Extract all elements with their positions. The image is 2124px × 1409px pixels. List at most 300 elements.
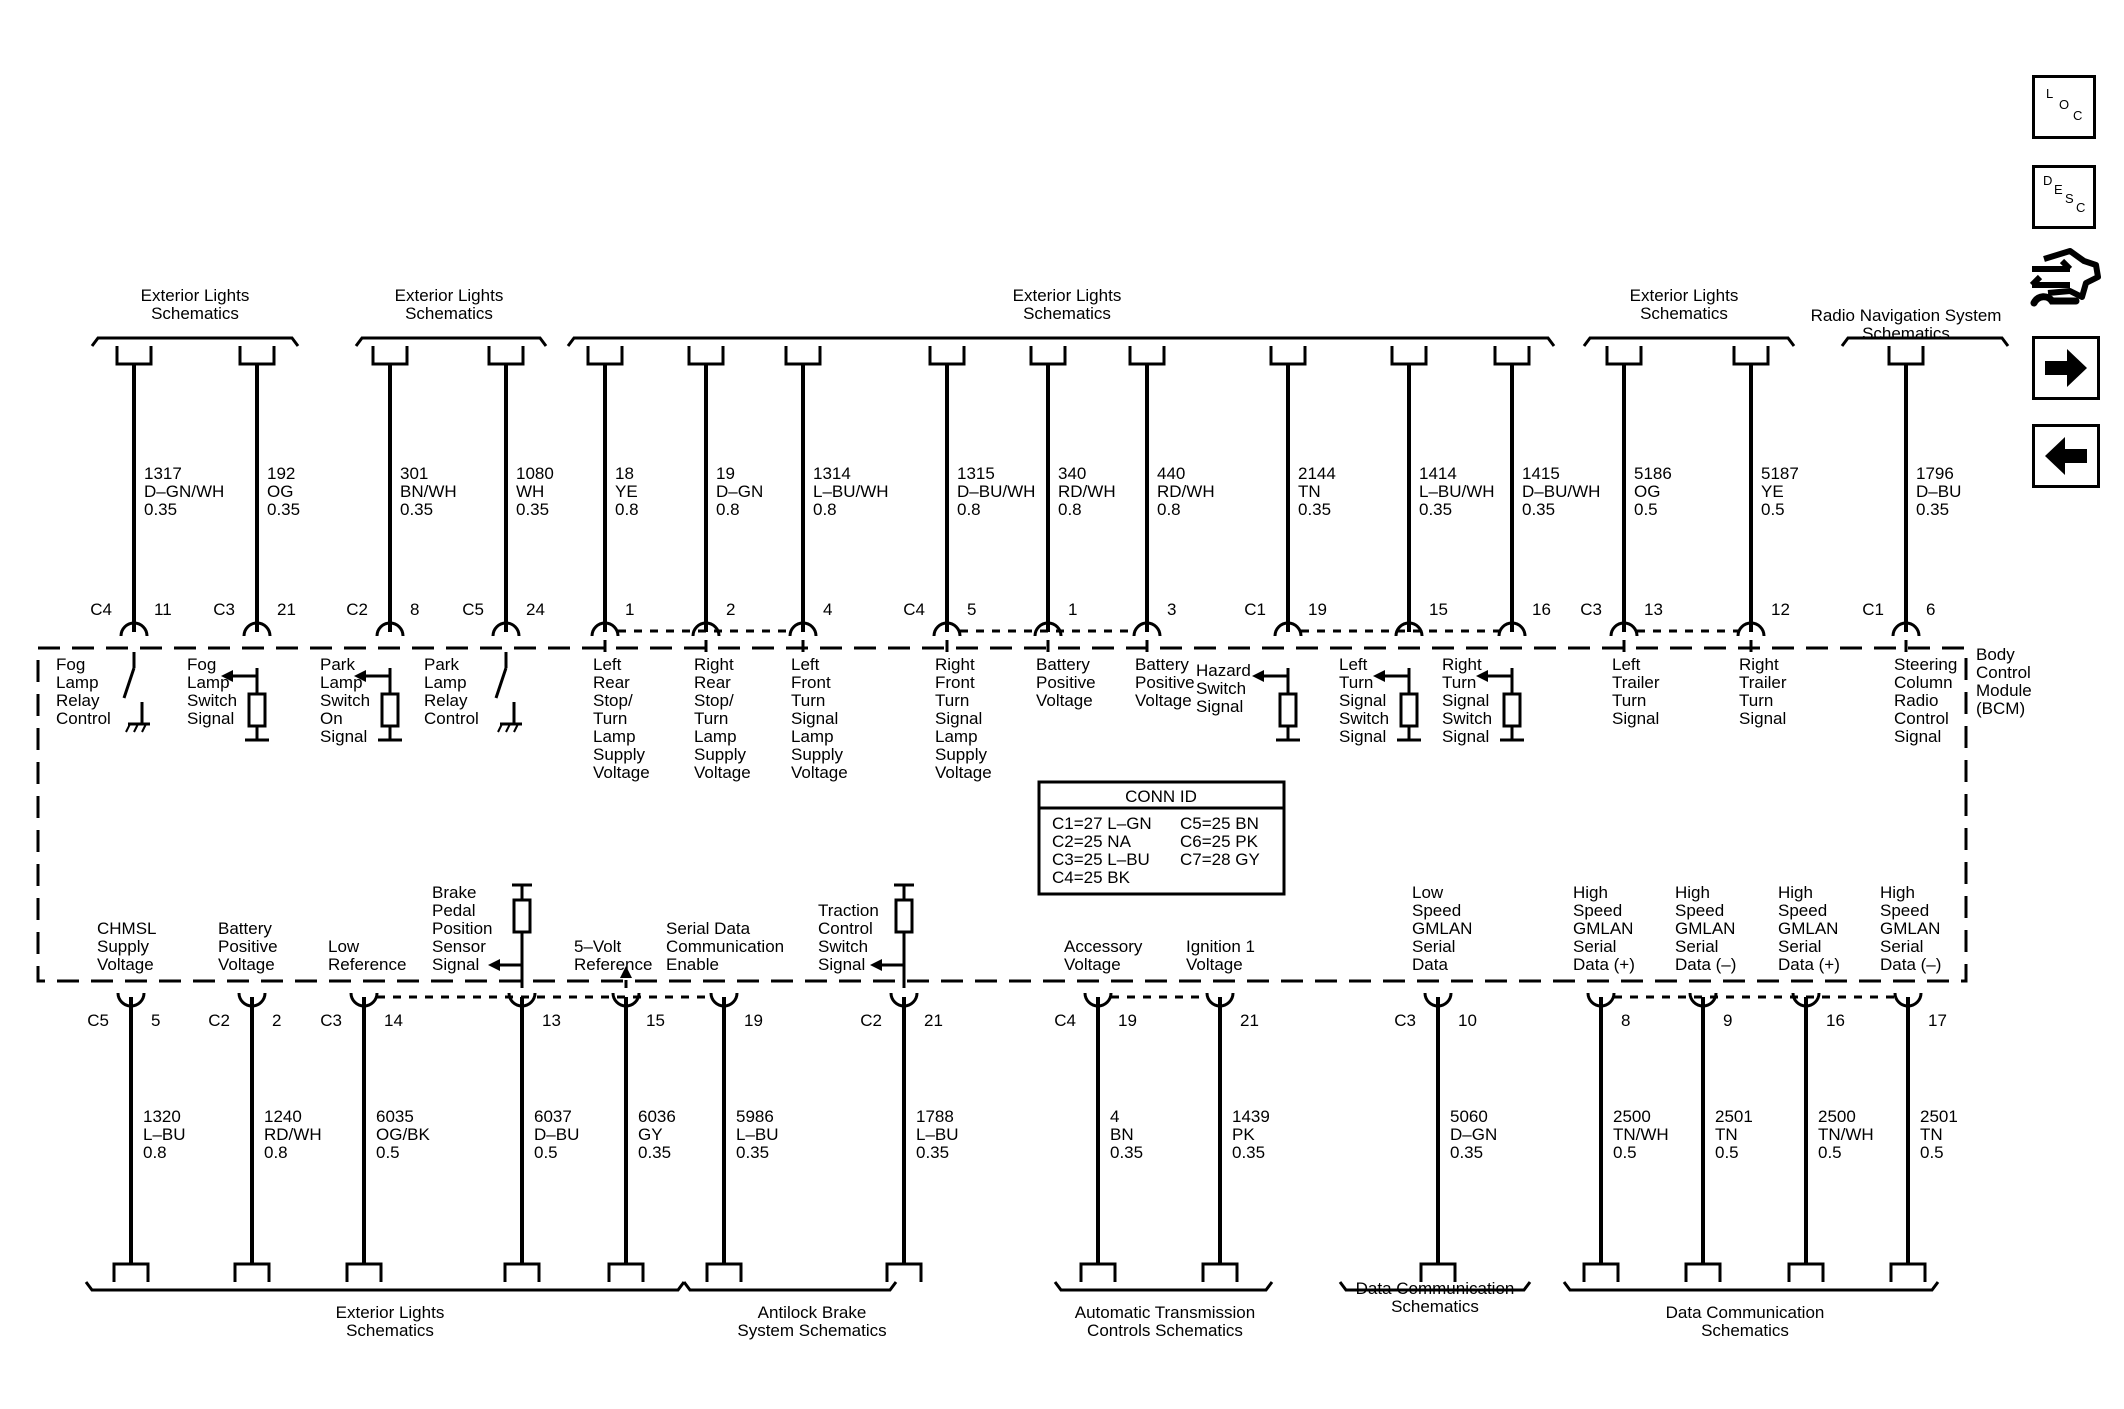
signal-arrow: [870, 959, 882, 971]
bottom-group-label: Data Communication: [1355, 1279, 1515, 1298]
pin-number: 1: [625, 600, 635, 619]
wire-spec: RD/WH: [264, 1125, 322, 1144]
pin-number: 12: [1771, 600, 1790, 619]
pin-number: 21: [924, 1011, 943, 1030]
circuit-function: Signal: [818, 955, 866, 974]
harness-connector: [707, 1264, 741, 1282]
pin-number: 21: [277, 600, 296, 619]
bottom-group-bracket: [684, 1282, 896, 1290]
circuit-function: Data (+): [1573, 955, 1635, 974]
connector-id: C2: [346, 600, 368, 619]
circuit-function: Turn: [1612, 691, 1647, 710]
circuit-function: Right: [1442, 655, 1482, 674]
pin-number: 17: [1928, 1011, 1947, 1030]
circuit-function: Lamp: [935, 727, 978, 746]
bottom-group-bracket: [86, 1282, 684, 1290]
circuit-function: Control: [424, 709, 479, 728]
circuit-function: Speed: [1573, 901, 1623, 920]
connector-id: C1: [1862, 600, 1884, 619]
wire-spec: 2144: [1298, 464, 1336, 483]
connector-id: C3: [1394, 1011, 1416, 1030]
wire-spec: L–BU: [143, 1125, 186, 1144]
wire-spec: 340: [1058, 464, 1087, 483]
harness-connector: [1789, 1264, 1823, 1282]
bcm-label: Control: [1976, 663, 2031, 682]
pin-number: 1: [1068, 600, 1078, 619]
circuit-function: Voltage: [1064, 955, 1121, 974]
connector-id: C3: [320, 1011, 342, 1030]
pin-number: 14: [384, 1011, 403, 1030]
harness-connector: [347, 1264, 381, 1282]
harness-connector: [240, 346, 274, 364]
circuit-function: Ignition 1: [1186, 937, 1255, 956]
top-group-label: Exterior Lights: [1629, 286, 1739, 305]
circuit-function: Positive: [1135, 673, 1195, 692]
conn-id-entry: C5=25 BN: [1180, 814, 1259, 833]
connector-id: C4: [90, 600, 112, 619]
wire-spec: 2500: [1818, 1107, 1856, 1126]
wire-spec: 18: [615, 464, 634, 483]
pin-number: 15: [646, 1011, 665, 1030]
wire-spec: 0.5: [1613, 1143, 1637, 1162]
wire-spec: L–BU/WH: [813, 482, 889, 501]
pin-number: 8: [1621, 1011, 1631, 1030]
circuit-function: Rear: [694, 673, 731, 692]
wire-spec: 0.8: [143, 1143, 167, 1162]
loc-icon: L O C: [2046, 86, 2083, 123]
circuit-function: Right: [935, 655, 975, 674]
circuit-function: Signal: [1339, 727, 1387, 746]
harness-connector: [609, 1264, 643, 1282]
wire-spec: 0.5: [1634, 500, 1658, 519]
circuit-function: Left: [1612, 655, 1641, 674]
bottom-group-label: Schematics: [1701, 1321, 1789, 1340]
harness-connector: [887, 1264, 921, 1282]
circuit-function: Enable: [666, 955, 719, 974]
wire-spec: 0.5: [376, 1143, 400, 1162]
circuit-function: GMLAN: [1573, 919, 1634, 938]
pin-number: 9: [1723, 1011, 1733, 1030]
wire-spec: 1320: [143, 1107, 181, 1126]
wire-spec: 2500: [1613, 1107, 1651, 1126]
circuit-function: Positive: [218, 937, 278, 956]
wire-spec: D–BU: [1916, 482, 1962, 501]
harness-connector: [373, 346, 407, 364]
loc-button[interactable]: [2032, 75, 2096, 139]
wire-spec: 0.8: [813, 500, 837, 519]
circuit-function: Reference: [574, 955, 653, 974]
pin-number: 21: [1240, 1011, 1259, 1030]
circuit-function: Fog: [187, 655, 217, 674]
wire-spec: 0.8: [716, 500, 740, 519]
circuit-function: Signal: [1442, 727, 1490, 746]
conn-id-entry: C7=28 GY: [1180, 850, 1260, 869]
pin-number: 15: [1429, 600, 1448, 619]
circuit-function: Supply: [97, 937, 149, 956]
conn-id-entry: C1=27 L–GN: [1052, 814, 1152, 833]
circuit-function: Switch: [1339, 709, 1390, 728]
wire-spec: 19: [716, 464, 735, 483]
circuit-function: Switch: [1442, 709, 1493, 728]
pin-number: 3: [1167, 600, 1177, 619]
signal-arrow: [1373, 670, 1385, 682]
wire-spec: D–GN/WH: [144, 482, 225, 501]
circuit-function: High: [1675, 883, 1710, 902]
wire-spec: 2501: [1715, 1107, 1753, 1126]
signal-arrow: [488, 959, 500, 971]
harness-connector: [1203, 1264, 1237, 1282]
circuit-function: Serial: [1573, 937, 1617, 956]
component-locator-button[interactable]: [2026, 243, 2102, 317]
wire-spec: 0.35: [1298, 500, 1332, 519]
harness-connector: [235, 1264, 269, 1282]
circuit-function: Hazard: [1196, 661, 1251, 680]
circuit-function: Battery: [1036, 655, 1090, 674]
wire-spec: D–BU: [534, 1125, 580, 1144]
next-page-button[interactable]: [2032, 336, 2100, 400]
wire-spec: 5186: [1634, 464, 1672, 483]
circuit-function: On: [320, 709, 343, 728]
bottom-group-bracket: [1055, 1282, 1272, 1290]
circuit-function: Switch: [320, 691, 371, 710]
conn-id-entry: C3=25 L–BU: [1052, 850, 1150, 869]
connector-id: C4: [903, 600, 925, 619]
circuit-function: Serial: [1880, 937, 1924, 956]
circuit-function: Control: [56, 709, 111, 728]
circuit-function: Accessory: [1064, 937, 1143, 956]
circuit-function: Steering: [1894, 655, 1958, 674]
connector-id: C2: [860, 1011, 882, 1030]
wire-spec: GY: [638, 1125, 663, 1144]
wire-spec: OG/BK: [376, 1125, 430, 1144]
wire-spec: 0.35: [1110, 1143, 1144, 1162]
pull-resistor: [1504, 694, 1520, 726]
wire-spec: 0.35: [1419, 500, 1453, 519]
pin-number: 13: [1644, 600, 1663, 619]
circuit-function: Voltage: [935, 763, 992, 782]
circuit-function: Signal: [791, 709, 839, 728]
circuit-function: Positive: [1036, 673, 1096, 692]
wire-spec: PK: [1232, 1125, 1255, 1144]
harness-connector: [1734, 346, 1768, 364]
wire-spec: 6037: [534, 1107, 572, 1126]
wire-spec: D–BU/WH: [1522, 482, 1601, 501]
wire-spec: BN: [1110, 1125, 1134, 1144]
wire-spec: 0.5: [1920, 1143, 1944, 1162]
bottom-group-bracket: [1564, 1282, 1938, 1290]
pin-number: 24: [526, 600, 545, 619]
wire-spec: 0.35: [400, 500, 434, 519]
circuit-function: Lamp: [593, 727, 636, 746]
circuit-function: Signal: [320, 727, 368, 746]
circuit-function: Signal: [1612, 709, 1660, 728]
pin-number: 11: [154, 600, 172, 619]
top-group-label: Schematics: [151, 304, 239, 323]
top-group-bracket: [356, 338, 546, 346]
conn-id-entry: C4=25 BK: [1052, 868, 1130, 887]
wire-spec: 0.35: [516, 500, 550, 519]
wire-spec: 4: [1110, 1107, 1120, 1126]
circuit-function: Turn: [694, 709, 729, 728]
wire-spec: 2501: [1920, 1107, 1958, 1126]
circuit-function: Turn: [1739, 691, 1774, 710]
circuit-function: Control: [818, 919, 873, 938]
circuit-function: Position: [432, 919, 493, 938]
top-group-label: Schematics: [1023, 304, 1111, 323]
bottom-group-label: Controls Schematics: [1087, 1321, 1243, 1340]
pin-number: 5: [151, 1011, 161, 1030]
harness-connector: [1081, 1264, 1115, 1282]
circuit-function: Signal: [1442, 691, 1490, 710]
circuit-function: Column: [1894, 673, 1953, 692]
wire-spec: 0.5: [1818, 1143, 1842, 1162]
circuit-function: Battery: [1135, 655, 1189, 674]
wire-spec: 0.8: [1157, 500, 1181, 519]
circuit-function: Communication: [666, 937, 785, 956]
top-group-bracket: [92, 338, 298, 346]
wire-spec: D–GN: [716, 482, 764, 501]
wire-spec: 0.35: [144, 500, 178, 519]
circuit-function: High: [1573, 883, 1608, 902]
harness-connector: [1271, 346, 1305, 364]
wire-spec: BN/WH: [400, 482, 457, 501]
circuit-function: Serial: [1412, 937, 1456, 956]
wire-spec: OG: [267, 482, 294, 501]
wire-spec: 1080: [516, 464, 554, 483]
harness-connector: [689, 346, 723, 364]
wire-spec: 0.5: [1761, 500, 1785, 519]
wire-spec: 5187: [1761, 464, 1799, 483]
wire-spec: L–BU/WH: [1419, 482, 1495, 501]
wire-spec: RD/WH: [1058, 482, 1116, 501]
circuit-function: Relay: [56, 691, 100, 710]
top-group-label: Exterior Lights: [1012, 286, 1122, 305]
connector-id: C1: [1244, 600, 1266, 619]
circuit-function: Speed: [1778, 901, 1828, 920]
circuit-function: Signal: [935, 709, 983, 728]
circuit-function: Battery: [218, 919, 272, 938]
top-group-bracket: [568, 338, 1554, 346]
wire-spec: L–BU: [916, 1125, 959, 1144]
circuit-function: Serial Data: [666, 919, 751, 938]
circuit-function: Low: [328, 937, 360, 956]
circuit-function: Voltage: [694, 763, 751, 782]
pin-number: 19: [1308, 600, 1327, 619]
pin-number: 16: [1532, 600, 1551, 619]
wire-spec: TN: [1298, 482, 1321, 501]
wire-spec: 0.35: [638, 1143, 672, 1162]
wire-spec: 0.35: [1450, 1143, 1484, 1162]
top-group-label: Exterior Lights: [140, 286, 250, 305]
connector-id: C5: [462, 600, 484, 619]
wire-spec: 5986: [736, 1107, 774, 1126]
harness-connector: [489, 346, 523, 364]
connector-id: C3: [213, 600, 235, 619]
harness-connector: [1686, 1264, 1720, 1282]
circuit-function: GMLAN: [1412, 919, 1473, 938]
circuit-function: Supply: [694, 745, 746, 764]
wire-spec: OG: [1634, 482, 1661, 501]
bcm-label: Body: [1976, 645, 2015, 664]
circuit-function: Voltage: [791, 763, 848, 782]
circuit-function: Voltage: [593, 763, 650, 782]
pull-resistor: [249, 694, 265, 726]
circuit-function: Left: [1339, 655, 1368, 674]
wire-spec: 0.8: [1058, 500, 1082, 519]
conn-id-entry: C6=25 PK: [1180, 832, 1258, 851]
circuit-function: Switch: [1196, 679, 1247, 698]
pin-number: 4: [823, 600, 833, 619]
circuit-function: Signal: [432, 955, 480, 974]
bottom-group-label: Automatic Transmission: [1074, 1303, 1256, 1322]
desc-icon: D E S C: [2043, 173, 2086, 215]
wire-spec: 0.35: [736, 1143, 770, 1162]
circuit-function: Signal: [1739, 709, 1787, 728]
pull-resistor: [514, 900, 530, 932]
pin-number: 5: [967, 600, 977, 619]
harness-connector: [117, 346, 151, 364]
circuit-function: Signal: [1894, 727, 1942, 746]
circuit-function: Relay: [424, 691, 468, 710]
bottom-group-label: Schematics: [346, 1321, 434, 1340]
top-group-bracket: [1584, 338, 1794, 346]
component-locator-icon: [2026, 243, 2102, 317]
wire-spec: TN: [1715, 1125, 1738, 1144]
circuit-function: Park: [424, 655, 459, 674]
wire-spec: 1315: [957, 464, 995, 483]
circuit-function: Lamp: [424, 673, 467, 692]
top-group-label: Radio Navigation System: [1810, 306, 2002, 325]
bottom-group-label: Exterior Lights: [335, 1303, 445, 1322]
circuit-function: Front: [935, 673, 975, 692]
circuit-function: Supply: [593, 745, 645, 764]
harness-connector: [1495, 346, 1529, 364]
pull-resistor: [1280, 694, 1296, 726]
wire-spec: 0.8: [615, 500, 639, 519]
arrow-left-icon: [2035, 427, 2097, 485]
circuit-function: Lamp: [187, 673, 230, 692]
harness-connector: [786, 346, 820, 364]
conn-id-title: CONN ID: [1125, 787, 1197, 806]
pin-number: 2: [726, 600, 736, 619]
harness-connector: [588, 346, 622, 364]
wire-spec: 1796: [1916, 464, 1954, 483]
wire-spec: 1240: [264, 1107, 302, 1126]
connector-id: C2: [208, 1011, 230, 1030]
pull-resistor: [382, 694, 398, 726]
wire-spec: 301: [400, 464, 429, 483]
circuit-function: Data (+): [1778, 955, 1840, 974]
wire-spec: 1415: [1522, 464, 1560, 483]
circuit-function: Lamp: [694, 727, 737, 746]
circuit-function: Traction: [818, 901, 879, 920]
circuit-function: Supply: [935, 745, 987, 764]
circuit-function: Supply: [791, 745, 843, 764]
harness-connector: [505, 1264, 539, 1282]
wire-spec: 440: [1157, 464, 1186, 483]
circuit-function: Pedal: [432, 901, 476, 920]
circuit-function: Right: [694, 655, 734, 674]
harness-connector: [1584, 1264, 1618, 1282]
circuit-function: Voltage: [218, 955, 275, 974]
top-group-label: Schematics: [1640, 304, 1728, 323]
bcm-label: (BCM): [1976, 699, 2026, 718]
wire-spec: 0.35: [916, 1143, 950, 1162]
wire-spec: 192: [267, 464, 296, 483]
circuit-function: Voltage: [1036, 691, 1093, 710]
pin-number: 10: [1458, 1011, 1477, 1030]
harness-connector: [1607, 346, 1641, 364]
circuit-function: Turn: [1442, 673, 1477, 692]
wire-spec: 0.5: [1715, 1143, 1739, 1162]
wire-spec: 1788: [916, 1107, 954, 1126]
pull-resistor: [896, 900, 912, 932]
wire-spec: 1314: [813, 464, 851, 483]
circuit-function: Left: [593, 655, 622, 674]
wire-spec: YE: [615, 482, 638, 501]
harness-connector: [1889, 346, 1923, 364]
wire-spec: 1317: [144, 464, 182, 483]
circuit-function: Brake: [432, 883, 477, 902]
pin-number: 6: [1926, 600, 1936, 619]
circuit-function: Lamp: [320, 673, 363, 692]
wire-spec: WH: [516, 482, 545, 501]
wire-spec: 0.5: [534, 1143, 558, 1162]
circuit-function: Low: [1412, 883, 1444, 902]
wire-spec: TN/WH: [1613, 1125, 1669, 1144]
wire-spec: D–GN: [1450, 1125, 1498, 1144]
circuit-function: Lamp: [56, 673, 99, 692]
circuit-function: Data (–): [1880, 955, 1942, 974]
desc-button[interactable]: [2032, 165, 2096, 229]
wire-spec: 0.35: [267, 500, 301, 519]
circuit-function: Turn: [1339, 673, 1374, 692]
bottom-group-label: Data Communication: [1665, 1303, 1825, 1322]
wire-spec: 0.35: [1232, 1143, 1266, 1162]
pin-number: 2: [272, 1011, 282, 1030]
circuit-function: Voltage: [1186, 955, 1243, 974]
circuit-function: Left: [791, 655, 820, 674]
pin-number: 19: [1118, 1011, 1137, 1030]
wire-spec: 0.35: [1522, 500, 1556, 519]
wire-spec: 0.8: [264, 1143, 288, 1162]
circuit-function: Voltage: [1135, 691, 1192, 710]
circuit-function: Switch: [818, 937, 869, 956]
arrow-right-icon: [2035, 339, 2097, 397]
previous-page-button[interactable]: [2032, 424, 2100, 488]
circuit-function: Turn: [935, 691, 970, 710]
conn-id-entry: C2=25 NA: [1052, 832, 1131, 851]
circuit-function: GMLAN: [1880, 919, 1941, 938]
pin-number: 16: [1826, 1011, 1845, 1030]
circuit-function: Stop/: [593, 691, 633, 710]
circuit-function: High: [1778, 883, 1813, 902]
connector-id: C3: [1580, 600, 1602, 619]
circuit-function: Front: [791, 673, 831, 692]
wire-spec: L–BU: [736, 1125, 779, 1144]
pull-resistor: [1401, 694, 1417, 726]
circuit-function: Control: [1894, 709, 1949, 728]
bottom-group-label: System Schematics: [737, 1321, 887, 1340]
wire-spec: 6036: [638, 1107, 676, 1126]
circuit-function: Radio: [1894, 691, 1939, 710]
circuit-function: Stop/: [694, 691, 734, 710]
harness-connector: [1130, 346, 1164, 364]
circuit-function: Speed: [1880, 901, 1930, 920]
circuit-function: Trailer: [1612, 673, 1660, 692]
circuit-function: High: [1880, 883, 1915, 902]
circuit-function: Speed: [1675, 901, 1725, 920]
